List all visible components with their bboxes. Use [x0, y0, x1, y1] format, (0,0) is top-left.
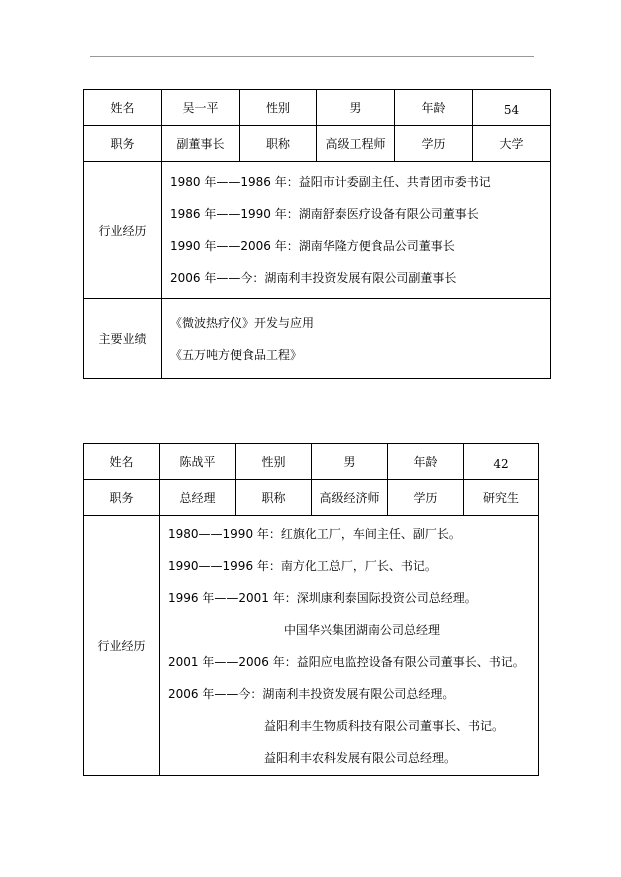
- table-row: [84, 444, 539, 480]
- title-value: 高级工程师: [317, 126, 395, 162]
- achievement-line: 《五万吨方便食品工程》: [170, 348, 303, 362]
- education-value: 大学: [473, 126, 551, 162]
- experience-content: [162, 162, 551, 299]
- gender-label: 性别: [240, 90, 317, 126]
- profile-table-wu-yiping: [83, 89, 551, 379]
- table-row: [84, 516, 539, 776]
- table-row: [84, 299, 551, 379]
- achievements-label: 主要业绩: [84, 299, 162, 379]
- education-value: 研究生: [464, 480, 539, 516]
- experience-label: 行业经历: [84, 516, 160, 776]
- age-value: 42: [464, 444, 539, 480]
- experience-line: 益阳利丰农科发展有限公司总经理。: [264, 751, 457, 765]
- experience-line: 益阳利丰生物质科技有限公司董事长、书记。: [264, 719, 505, 733]
- experience-label: 行业经历: [84, 162, 162, 299]
- position-value: 总经理: [160, 480, 236, 516]
- profile-table-chen-zhanping: [83, 443, 539, 776]
- experience-content: [160, 516, 539, 776]
- education-label: 学历: [395, 126, 473, 162]
- table-row: [84, 90, 551, 126]
- name-value: 吴一平: [162, 90, 240, 126]
- experience-line: 1990 年——2006 年：湖南华隆方便食品公司董事长: [170, 239, 455, 253]
- experience-line: 1980 年——1986 年：益阳市计委副主任、共青团市委书记: [170, 175, 491, 189]
- name-label: 姓名: [84, 444, 160, 480]
- gender-value: 男: [312, 444, 388, 480]
- title-value: 高级经济师: [312, 480, 388, 516]
- table-row: [84, 480, 539, 516]
- name-label: 姓名: [84, 90, 162, 126]
- age-value: 54: [473, 90, 551, 126]
- age-label: 年龄: [388, 444, 464, 480]
- age-label: 年龄: [395, 90, 473, 126]
- experience-line: 1996 年——2001 年：深圳康利泰国际投资公司总经理。: [168, 591, 477, 605]
- gender-value: 男: [317, 90, 395, 126]
- table-row: [84, 162, 551, 299]
- experience-line: 2006 年——今：湖南利丰投资发展有限公司副董事长: [170, 271, 457, 285]
- position-label: 职务: [84, 480, 160, 516]
- experience-line: 1990——1996 年：南方化工总厂，厂长、书记。: [168, 559, 437, 573]
- achievement-line: 《微波热疗仪》开发与应用: [170, 316, 315, 330]
- experience-line: 1980——1990 年：红旗化工厂，车间主任、副厂长。: [168, 527, 461, 541]
- title-label: 职称: [236, 480, 312, 516]
- experience-line: 中国华兴集团湖南公司总经理: [284, 623, 441, 637]
- position-value: 副董事长: [162, 126, 240, 162]
- experience-line: 1986 年——1990 年：湖南舒泰医疗设备有限公司董事长: [170, 207, 479, 221]
- experience-line: 2001 年——2006 年：益阳应电监控设备有限公司董事长、书记。: [168, 655, 525, 669]
- education-label: 学历: [388, 480, 464, 516]
- experience-line: 2006 年——今：湖南利丰投资发展有限公司总经理。: [168, 687, 455, 701]
- gender-label: 性别: [236, 444, 312, 480]
- achievements-content: [162, 299, 551, 379]
- name-value: 陈战平: [160, 444, 236, 480]
- table-row: [84, 126, 551, 162]
- header-rule: [90, 56, 534, 57]
- title-label: 职称: [240, 126, 317, 162]
- position-label: 职务: [84, 126, 162, 162]
